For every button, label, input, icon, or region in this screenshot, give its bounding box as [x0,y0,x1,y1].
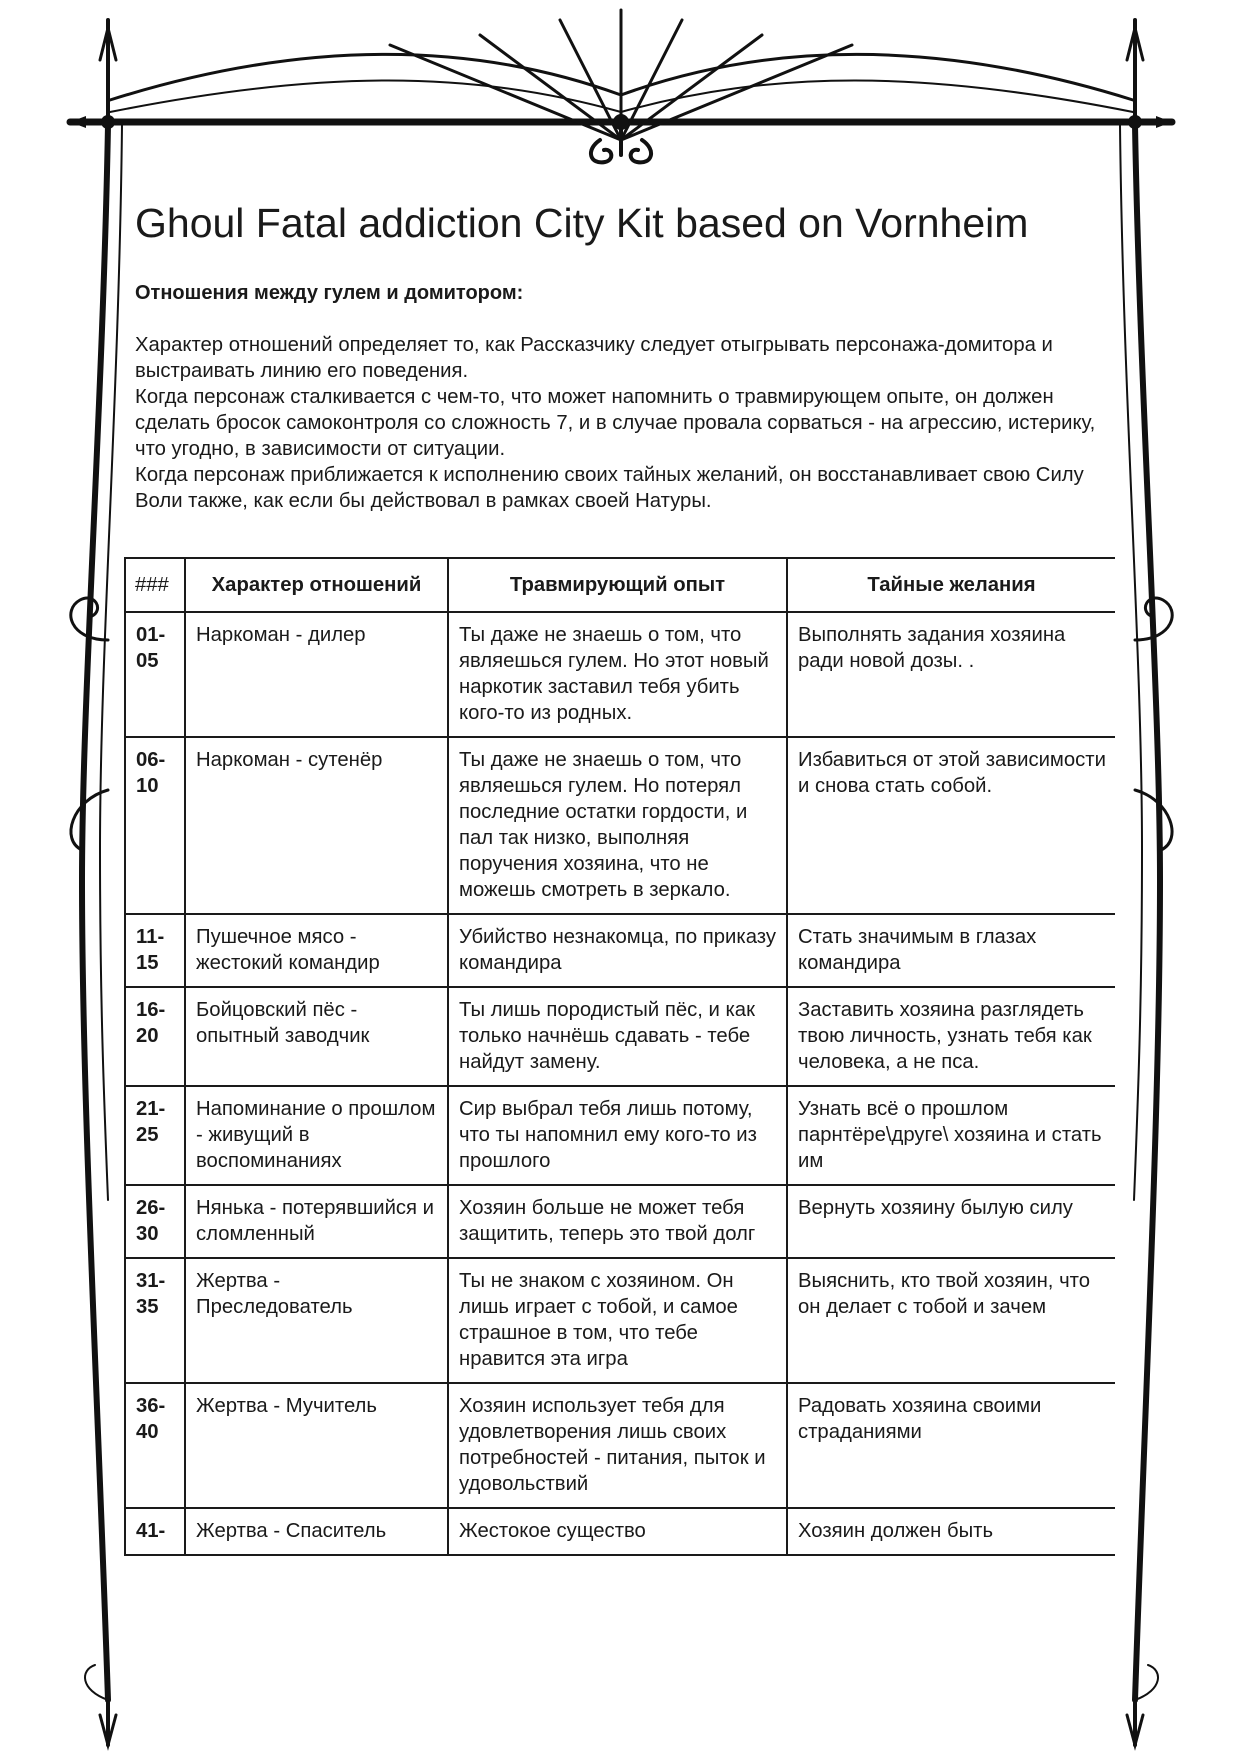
row-trauma: Ты лишь породистый пёс, и как только начнёшь сдавать - тебе найдут замену. [448,987,787,1086]
row-desire: Вернуть хозяину былую силу [787,1185,1115,1258]
row-range: 36-40 [125,1383,185,1508]
row-desire: Заставить хозяина разглядеть твою личность, узнать тебя как человека, а не пса. [787,987,1115,1086]
row-trauma: Жестокое существо [448,1508,787,1555]
table-row [125,612,1115,737]
row-range: 16-20 [125,987,185,1086]
row-relation: Наркоман - дилер [185,612,448,737]
intro-text [135,332,1125,514]
row-relation: Напоминание о прошлом - живущий в воспоминаниях [185,1086,448,1185]
table-header-row [125,558,1115,612]
row-trauma: Убийство незнакомца, по приказу командира [448,914,787,987]
table-row [125,1383,1115,1508]
row-desire: Узнать всё о прошлом парнтёре\друге\ хозяина и стать им [787,1086,1115,1185]
relations-table-wrapper [124,557,1115,1677]
row-range: 21-25 [125,1086,185,1185]
document-body [135,198,1125,514]
row-range: 11-15 [125,914,185,987]
table-row [125,737,1115,914]
row-range: 41- [125,1508,185,1555]
row-trauma: Хозяин больше не может тебя защитить, теперь это твой долг [448,1185,787,1258]
row-relation: Жертва - Мучитель [185,1383,448,1508]
row-desire: Хозяин должен быть [787,1508,1115,1555]
table-row [125,1258,1115,1383]
row-relation: Бойцовский пёс - опытный заводчик [185,987,448,1086]
row-range: 26-30 [125,1185,185,1258]
intro-paragraph: Характер отношений определяет то, как Рассказчику следует отыгрывать персонажа-домитора и выстраивать линию его поведения. [135,334,1053,382]
table-row [125,987,1115,1086]
row-desire: Радовать хозяина своими страданиями [787,1383,1115,1508]
row-relation: Наркоман - сутенёр [185,737,448,914]
column-header-desire: Тайные желания [787,558,1115,612]
row-desire: Избавиться от этой зависимости и снова стать собой. [787,737,1115,914]
row-relation: Пушечное мясо - жестокий командир [185,914,448,987]
row-trauma: Хозяин использует тебя для удовлетворения лишь своих потребностей - питания, пыток и удовольствий [448,1383,787,1508]
row-range: 31-35 [125,1258,185,1383]
table-row [125,1185,1115,1258]
row-range: 01-05 [125,612,185,737]
row-relation: Нянька - потерявшийся и сломленный [185,1185,448,1258]
column-header-trauma: Травмирующий опыт [448,558,787,612]
row-trauma: Ты даже не знаешь о том, что являешься гулем. Но этот новый наркотик заставил тебя убить кого-то из родных. [448,612,787,737]
row-trauma: Сир выбрал тебя лишь потому, что ты напомнил ему кого-то из прошлого [448,1086,787,1185]
column-header-relation: Характер отношений [185,558,448,612]
section-heading: Отношения между гулем и домитором: [135,282,524,304]
column-header-number: ### [125,558,185,612]
table-row [125,1508,1115,1555]
row-range: 06-10 [125,737,185,914]
intro-paragraph: Когда персонаж сталкивается с чем-то, что может напомнить о травмирующем опыте, он должен сделать бросок самоконтроля со сложность 7, и в случае провала сорваться - на агрессию, истерику, что угодно, в зависимости от ситуации. [135,386,1096,460]
row-trauma: Ты не знаком с хозяином. Он лишь играет с тобой, и самое страшное в том, что тебе нравится эта игра [448,1258,787,1383]
row-trauma: Ты даже не знаешь о том, что являешься гулем. Но потерял последние остатки гордости, и пал так низко, выполняя поручения хозяина, что не можешь смотреть в зеркало. [448,737,787,914]
table-row [125,914,1115,987]
row-desire: Выполнять задания хозяина ради новой дозы. . [787,612,1115,737]
page-title: Ghoul Fatal addiction City Kit based on Vornheim [135,200,1029,246]
table-row [125,1086,1115,1185]
relations-table [124,557,1115,1556]
row-relation: Жертва - Преследователь [185,1258,448,1383]
intro-paragraph: Когда персонаж приближается к исполнению своих тайных желаний, он восстанавливает свою Силу Воли также, как если бы действовал в рамках своей Натуры. [135,464,1084,512]
row-relation: Жертва - Спаситель [185,1508,448,1555]
row-desire: Стать значимым в глазах командира [787,914,1115,987]
row-desire: Выяснить, кто твой хозяин, что он делает с тобой и зачем [787,1258,1115,1383]
